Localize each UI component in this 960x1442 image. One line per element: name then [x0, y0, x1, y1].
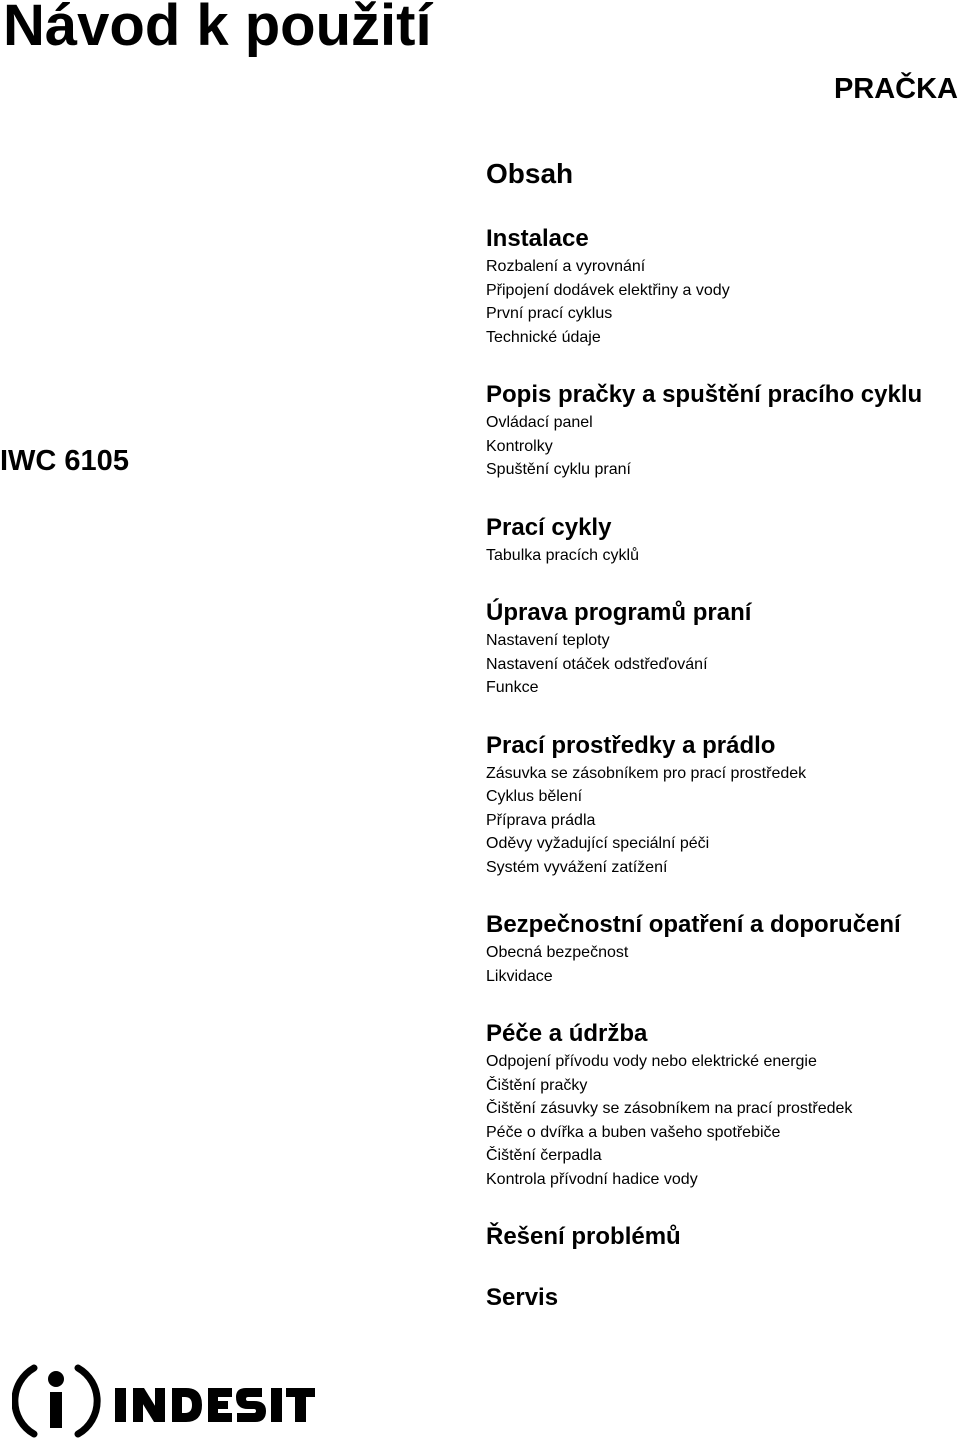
toc-section-title: Řešení problémů [486, 1223, 681, 1250]
toc-section [486, 380, 956, 482]
toc-section-title: Bezpečnostní opatření a doporučení [486, 911, 901, 938]
toc-item: Čištění čerpadla [486, 1147, 602, 1164]
toc-item: Tabulka pracích cyklů [486, 546, 639, 564]
toc-section [486, 1019, 956, 1191]
toc-item: Příprava prádla [486, 811, 596, 829]
product-type-label: PRAČKA [833, 73, 958, 105]
toc-item-list [486, 255, 956, 349]
toc-item: Rozbalení a vyrovnání [486, 258, 646, 275]
toc-section-title: Prací cykly [486, 513, 612, 541]
toc-item-list [486, 544, 956, 568]
toc-item: Odpojení přívodu vody nebo elektrické energie [486, 1053, 817, 1070]
toc-section-title: Instalace [486, 225, 589, 252]
document-title: Návod k použití [3, 0, 432, 58]
model-number: IWC 6105 [0, 445, 129, 477]
toc-section [486, 731, 956, 880]
toc-item-list [486, 1050, 956, 1191]
toc-section [486, 1222, 956, 1252]
toc-item: Likvidace [486, 967, 553, 985]
toc-item: Nastavení teploty [486, 632, 610, 649]
toc-section [486, 224, 956, 349]
toc-section [486, 513, 956, 568]
toc-item: Kontrola přívodní hadice vody [486, 1170, 698, 1188]
toc-item: Čištění pračky [486, 1076, 588, 1094]
toc-item: Ovládací panel [486, 414, 593, 431]
toc-section [486, 1283, 956, 1313]
toc-item: Systém vyvážení zatížení [486, 858, 668, 876]
toc-heading: Obsah [486, 158, 574, 189]
indesit-logo [12, 1360, 317, 1442]
toc-item-list [486, 941, 956, 988]
toc-section-title: Péče a údržba [486, 1020, 648, 1047]
toc-item: Cyklus bělení [486, 788, 583, 805]
toc-item: Péče o dvířka a buben vašeho spotřebiče [486, 1123, 781, 1141]
toc-item: Čištění zásuvky se zásobníkem na prací prostředek [486, 1100, 853, 1117]
toc-item-list [486, 411, 956, 482]
toc-item: Zásuvka se zásobníkem pro prací prostředek [486, 764, 807, 782]
toc-section-title: Servis [486, 1284, 559, 1311]
toc-item: Oděvy vyžadující speciální péči [486, 835, 710, 852]
toc-item: První prací cyklus [486, 305, 613, 322]
toc-item: Spuštění cyklu praní [486, 461, 631, 478]
toc-section [486, 910, 956, 988]
toc-item: Připojení dodávek elektřiny a vody [486, 281, 730, 299]
toc-item: Technické údaje [486, 328, 601, 346]
table-of-contents [486, 156, 956, 1344]
toc-item-list [486, 629, 956, 700]
toc-item: Kontrolky [486, 437, 553, 455]
toc-section-title: Prací prostředky a prádlo [486, 731, 776, 759]
toc-item: Funkce [486, 679, 539, 696]
toc-section-title: Popis pračky a spuštění pracího cyklu [486, 381, 923, 408]
toc-sections [486, 224, 956, 1313]
toc-item-list [486, 762, 956, 880]
toc-item: Obecná bezpečnost [486, 944, 629, 961]
toc-section [486, 598, 956, 700]
toc-item: Nastavení otáček odstřeďování [486, 655, 708, 673]
toc-section-title: Úprava programů praní [486, 599, 752, 626]
